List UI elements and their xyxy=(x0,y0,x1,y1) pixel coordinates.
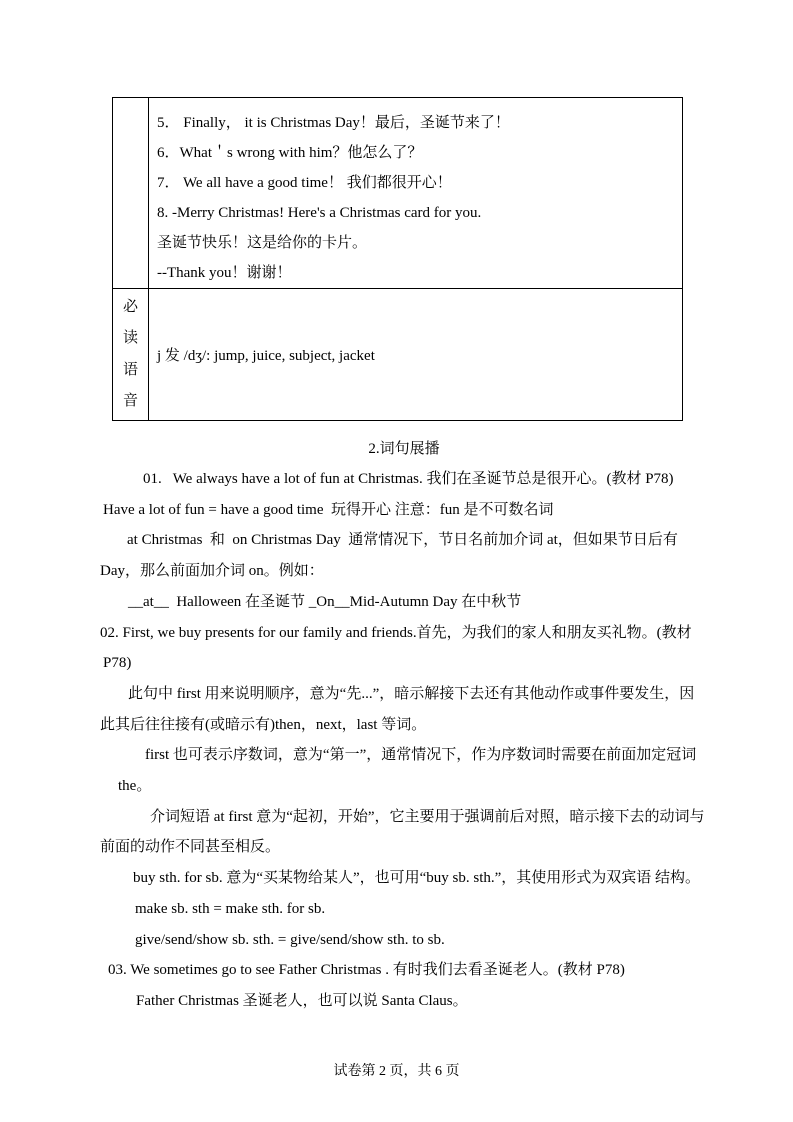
dialogue-line: --Thank you！谢谢！ xyxy=(157,265,292,281)
body-line: 02. First, we buy presents for our family and friends.首先，为我们的家人和朋友买礼物。(教材 xyxy=(100,624,692,641)
body-line: 介词短语 at first 意为“起初，开始”，它主要用于强调前后对照，暗示接下去的动词与 xyxy=(150,808,705,825)
body-line: 03. We sometimes go to see Father Christmas . 有时我们去看圣诞老人。(教材 P78) xyxy=(108,962,625,979)
dialogue-sentences-cell xyxy=(149,98,682,288)
phonics-cell xyxy=(149,289,682,420)
table-row xyxy=(113,98,682,289)
dialogue-line: 5． Finally， it is Christmas Day！最后，圣诞节来了！ xyxy=(157,115,510,131)
body-line: 此句中 first 用来说明顺序，意为“先...”，暗示解接下去还有其他动作或事件要发生，因 xyxy=(128,685,695,702)
label-char: 必 xyxy=(122,298,138,315)
body-line: buy sth. for sb. 意为“买某物给某人”，也可用“buy sb. sth.”，其使用形式为双宾语 结构。 xyxy=(133,870,701,887)
body-line: first 也可表示序数词，意为“第一”，通常情况下，作为序数词时需要在前面加定冠词 xyxy=(145,747,697,764)
phonics-text: j 发 /dʒ/: jump, juice, subject, jacket xyxy=(157,348,375,364)
body-line: P78) xyxy=(103,655,132,672)
study-notes-table xyxy=(112,97,683,421)
body-line: Father Christmas 圣诞老人，也可以说 Santa Claus。 xyxy=(136,992,468,1009)
body-line: 前面的动作不同甚至相反。 xyxy=(100,839,281,856)
dialogue-line: 6．What＇s wrong with him？他怎么了？ xyxy=(157,145,423,161)
label-char: 音 xyxy=(122,393,138,409)
label-char: 读 xyxy=(122,330,138,346)
body-line: 01. We always have a lot of fun at Christmas. 我们在圣诞节总是很开心。(教材 P78) xyxy=(143,471,674,487)
dialogue-line: 8. -Merry Christmas! Here's a Christmas card for you. xyxy=(157,205,482,221)
dialogue-line: 7． We all have a good time！ 我们都很开心！ xyxy=(157,175,452,191)
dialogue-line: 圣诞节快乐！这是给你的卡片。 xyxy=(157,235,368,251)
body-line: the。 xyxy=(118,778,152,795)
body-line: Have a lot of fun = have a good time 玩得开心 注意：fun 是不可数名词 xyxy=(103,501,554,518)
body-line: make sb. sth = make sth. for sb. xyxy=(135,900,326,917)
page-footer: 试卷第 2 页，共 6 页 xyxy=(333,1064,460,1079)
label-char: 语 xyxy=(122,361,138,378)
section-heading: 2.词句展播 xyxy=(368,441,440,457)
table-row xyxy=(113,289,682,420)
body-line: Day，那么前面加介词 on。例如： xyxy=(100,563,324,580)
row-label-cell-empty xyxy=(113,98,149,288)
notes-section xyxy=(0,421,793,1017)
body-line: at Christmas 和 on Christmas Day 通常情况下，节日名前加介词 at，但如果节日后有 xyxy=(127,532,678,549)
body-line: __at__ Halloween 在圣诞节 _On__Mid-Autumn Day 在中秋节 xyxy=(128,593,522,610)
row-label-phonics xyxy=(113,289,149,420)
body-line: give/send/show sb. sth. = give/send/show sth. to sb. xyxy=(135,931,445,948)
body-line: 此其后往往接有(或暗示有)then，next，last 等词。 xyxy=(100,716,427,733)
